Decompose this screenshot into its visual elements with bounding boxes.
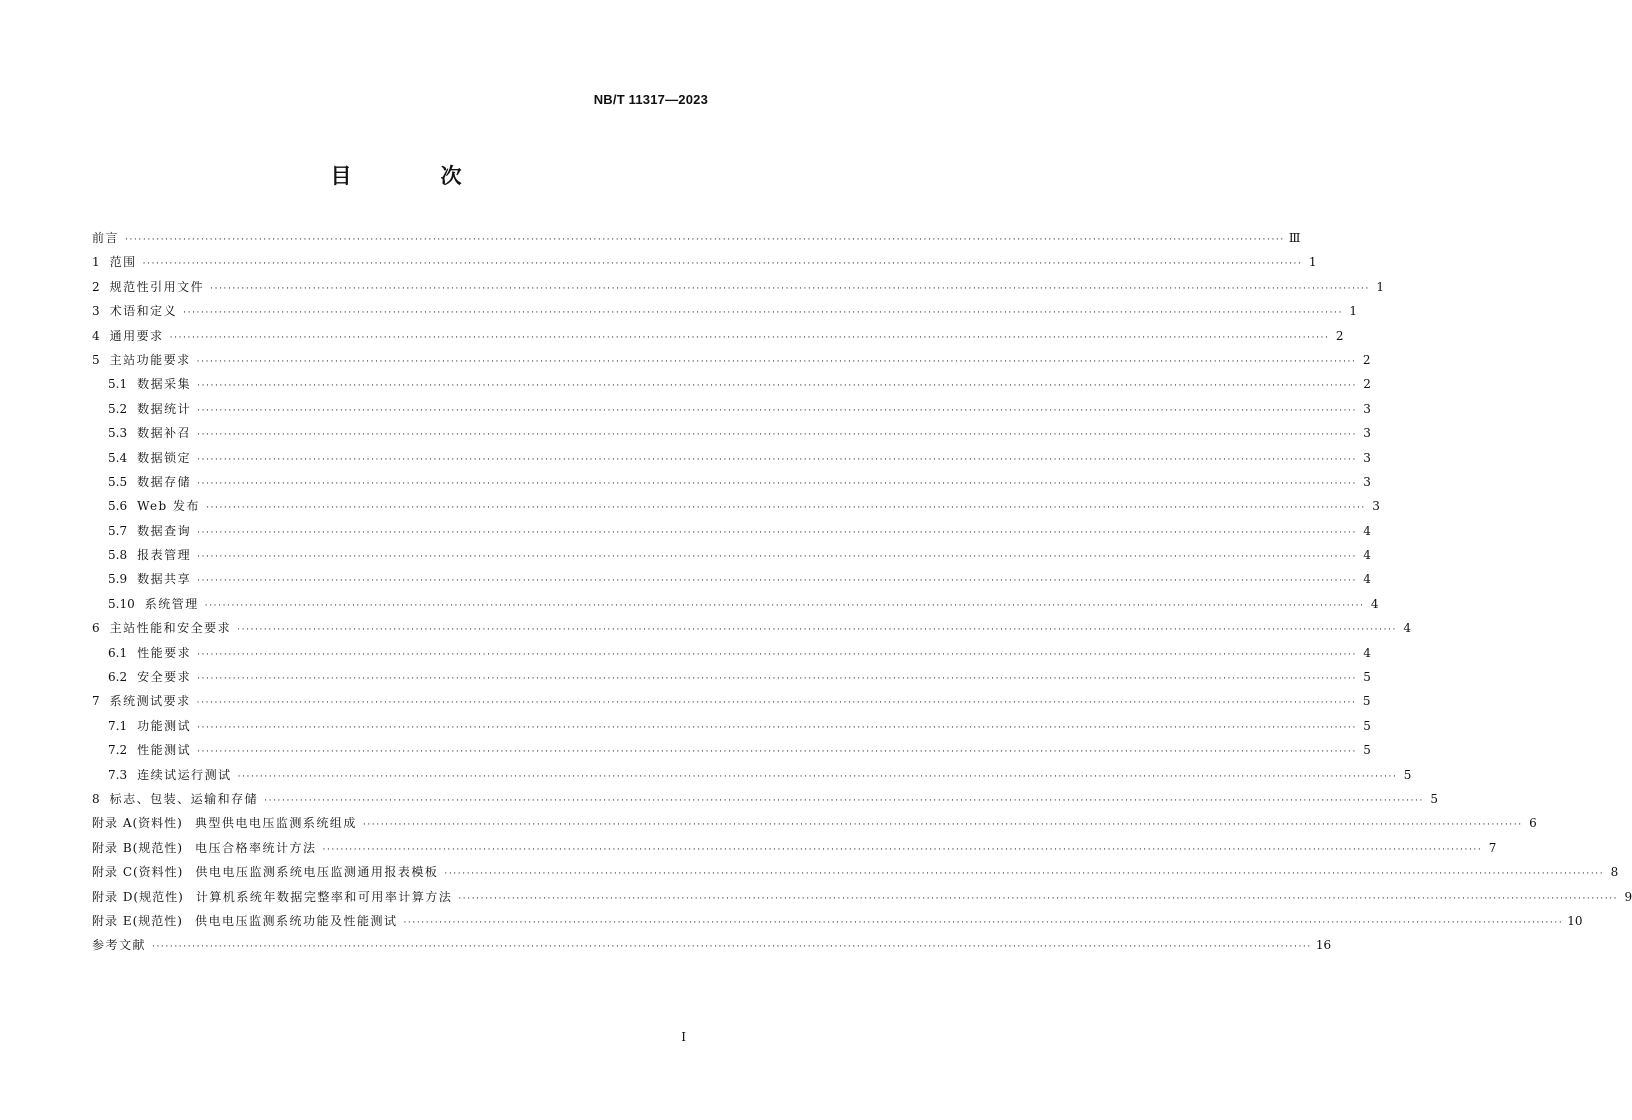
toc-entry-page: 9 <box>1624 889 1632 904</box>
toc-entry-label: 数据统计 <box>137 401 192 416</box>
toc-entry[interactable] <box>92 592 1379 616</box>
toc-entry[interactable] <box>92 909 1583 933</box>
toc-entry-label: 参考文献 <box>92 938 147 953</box>
toc-entry-page: 4 <box>1403 621 1411 636</box>
toc-leader-dots: ···································································································································································································································································· <box>197 405 1357 416</box>
toc-entry-label: 数据补召 <box>137 426 192 441</box>
toc-leader-dots: ···································································································································································································································································· <box>196 356 1357 367</box>
toc-entry-page: 5 <box>1403 767 1412 782</box>
toc-entry-page: 1 <box>1376 279 1384 294</box>
toc-entry-label: 数据锁定 <box>137 450 192 465</box>
toc-entry-subtitle: 典型供电电压监测系统组成 <box>194 816 357 831</box>
toc-leader-dots: ···································································································································································································································································· <box>196 698 1357 709</box>
toc-entry-label: 附录 B(规范性) <box>92 840 183 855</box>
toc-entry[interactable] <box>92 250 1317 274</box>
toc-entry-label: 安全要求 <box>137 670 192 685</box>
toc-entry-number: 7.1 <box>108 718 128 733</box>
toc-entry-number: 7 <box>92 694 100 709</box>
toc-entry-label: 数据共享 <box>137 572 192 587</box>
toc-entry-label: 前言 <box>92 231 120 245</box>
toc-entry[interactable] <box>92 397 1371 421</box>
toc-entry-number: 5 <box>92 352 100 367</box>
toc-leader-dots: ···································································································································································································································································· <box>204 600 1365 611</box>
toc-leader-dots: ···································································································································································································································································· <box>142 259 1303 270</box>
toc-entry-page: 16 <box>1315 938 1332 953</box>
toc-entry[interactable] <box>92 689 1371 713</box>
toc-entry-page: 1 <box>1308 255 1317 270</box>
toc-entry[interactable] <box>92 787 1438 811</box>
toc-entry-label: 附录 E(规范性) <box>92 913 183 928</box>
toc-entry-label: 性能要求 <box>137 645 192 660</box>
toc-entry-number: 7.2 <box>108 743 128 758</box>
toc-entry-page: 5 <box>1363 718 1371 733</box>
toc-entry-label: 系统测试要求 <box>109 694 191 709</box>
toc-entry-subtitle: 电压合格率统计方法 <box>195 840 317 855</box>
toc-entry-page: 3 <box>1363 426 1371 441</box>
toc-entry-subtitle: 供电电压监测系统电压监测通用报表模板 <box>195 865 439 880</box>
toc-entry-number: 2 <box>92 279 100 294</box>
page-number: I <box>681 1030 686 1044</box>
toc-entry-number: 5.3 <box>108 426 128 441</box>
toc-entry-label: 范围 <box>109 255 137 270</box>
toc-entry-page: 2 <box>1362 352 1371 367</box>
toc-entry-number: 5.5 <box>108 474 128 489</box>
toc-entry[interactable] <box>92 665 1371 689</box>
toc-entry-label: 术语和定义 <box>109 304 178 319</box>
standard-code: NB/T 11317—2023 <box>593 92 708 107</box>
toc-entry-label: 通用要求 <box>109 328 164 343</box>
toc-entry-page: 7 <box>1488 840 1497 855</box>
toc-entry[interactable] <box>92 616 1411 640</box>
toc-leader-dots: ···································································································································································································································································· <box>444 869 1605 880</box>
toc-entry-number: 1 <box>92 255 100 270</box>
page-title: 目 次 <box>330 164 496 188</box>
toc-entry-label: 连续试运行测试 <box>137 767 232 782</box>
toc-entry[interactable] <box>92 372 1371 396</box>
toc-entry-page: 3 <box>1372 499 1380 514</box>
toc-leader-dots: ···································································································································································································································································· <box>197 722 1357 733</box>
toc-entry[interactable] <box>92 494 1380 518</box>
toc-entry-page: 4 <box>1363 645 1371 660</box>
toc-entry-label: 附录 D(规范性) <box>92 889 184 904</box>
toc-leader-dots: ···································································································································································································································································· <box>197 381 1357 392</box>
toc-entry-label: 主站功能要求 <box>109 352 191 367</box>
toc-entry-label: 主站性能和安全要求 <box>109 621 232 636</box>
toc-entry-page: 4 <box>1363 548 1371 563</box>
toc-entry-label: 规范性引用文件 <box>109 279 205 294</box>
toc-entry-page: 1 <box>1349 304 1357 319</box>
toc-entry-label: 数据查询 <box>137 523 192 538</box>
toc-entry-page: 4 <box>1370 596 1379 611</box>
toc-entry-page: 3 <box>1363 401 1371 416</box>
toc-leader-dots: ···································································································································································································································································· <box>237 625 1397 636</box>
toc-leader-dots: ···································································································································································································································································· <box>237 771 1398 782</box>
toc-entry-page: 2 <box>1363 377 1371 392</box>
toc-entry-number: 5.4 <box>108 450 128 465</box>
toc-entry[interactable] <box>92 226 1301 250</box>
toc-entry[interactable] <box>92 933 1332 957</box>
toc-entry-page: 8 <box>1610 865 1619 880</box>
toc-entry-label: 数据采集 <box>137 377 192 392</box>
toc-leader-dots: ···································································································································································································································································· <box>197 747 1357 758</box>
toc-entry-label: Web 发布 <box>137 499 201 514</box>
toc-entry[interactable] <box>92 763 1412 787</box>
toc-entry[interactable] <box>92 885 1632 909</box>
toc-entry-label: 附录 A(资料性) <box>92 816 183 831</box>
toc-leader-dots: ···································································································································································································································································· <box>197 552 1357 563</box>
toc-leader-dots: ···································································································································································································································································· <box>152 942 1312 953</box>
toc-entry-number: 5.7 <box>108 523 128 538</box>
toc-entry-page: 3 <box>1363 474 1371 489</box>
toc-entry-number: 5.8 <box>108 548 128 563</box>
toc-entry[interactable] <box>92 836 1497 860</box>
toc-leader-dots: ···································································································································································································································································· <box>169 332 1330 343</box>
toc-leader-dots: ···································································································································································································································································· <box>197 478 1357 489</box>
toc-entry[interactable] <box>92 641 1371 665</box>
toc-entry[interactable] <box>92 421 1371 445</box>
toc-entry-number: 6.1 <box>108 645 128 660</box>
toc-entry-subtitle: 计算机系统年数据完整率和可用率计算方法 <box>195 889 453 904</box>
toc-leader-dots: ···································································································································································································································································· <box>197 649 1357 660</box>
toc-entry-page: 2 <box>1335 328 1344 343</box>
toc-leader-dots: ···································································································································································································································································· <box>125 235 1285 245</box>
toc-entry-number: 5.10 <box>108 596 135 611</box>
toc-leader-dots: ···································································································································································································································································· <box>197 430 1357 441</box>
toc-entry-number: 5.9 <box>108 572 128 587</box>
toc-entry-page: 5 <box>1363 743 1371 758</box>
toc-leader-dots: ···································································································································································································································································· <box>458 893 1619 904</box>
toc-entry-number: 4 <box>92 328 100 343</box>
toc-leader-dots: ···································································································································································································································································· <box>197 674 1357 685</box>
toc-entry-page: 4 <box>1363 572 1371 587</box>
toc-entry[interactable] <box>92 543 1371 567</box>
toc-entry-label: 功能测试 <box>137 718 192 733</box>
toc-entry-label: 系统管理 <box>144 596 199 611</box>
toc-entry-page: 6 <box>1529 816 1537 831</box>
toc-entry[interactable] <box>92 275 1384 299</box>
toc-entry-page: Ⅲ <box>1288 231 1301 245</box>
toc-entry-label: 数据存储 <box>137 474 192 489</box>
toc-entry-number: 5.2 <box>108 401 128 416</box>
toc-entry-page: 5 <box>1430 791 1438 806</box>
toc-entry-number: 5.1 <box>108 377 128 392</box>
toc-entry-label: 标志、包装、运输和存储 <box>109 791 259 806</box>
toc-entry[interactable] <box>92 738 1371 762</box>
toc-entry-number: 6.2 <box>108 670 128 685</box>
toc-entry[interactable] <box>92 567 1371 591</box>
toc-leader-dots: ···································································································································································································································································· <box>183 308 1343 319</box>
toc-entry[interactable] <box>92 811 1537 835</box>
toc-entry-page: 5 <box>1363 670 1371 685</box>
toc-leader-dots: ···································································································································································································································································· <box>264 795 1424 806</box>
toc-entry[interactable] <box>92 470 1371 494</box>
toc-leader-dots: ···································································································································································································································································· <box>197 527 1357 538</box>
toc-entry-page: 10 <box>1567 913 1583 928</box>
toc-entry-page: 4 <box>1363 523 1371 538</box>
toc-leader-dots: ···································································································································································································································································· <box>210 283 1370 294</box>
toc-leader-dots: ···································································································································································································································································· <box>206 503 1366 514</box>
toc-leader-dots: ···································································································································································································································································· <box>403 917 1564 928</box>
toc-entry-label: 性能测试 <box>137 743 192 758</box>
table-of-contents <box>92 226 1632 958</box>
toc-entry[interactable] <box>92 348 1371 372</box>
toc-leader-dots: ···································································································································································································································································· <box>322 844 1483 855</box>
toc-entry-label: 报表管理 <box>137 548 192 563</box>
toc-entry-number: 7.3 <box>108 767 128 782</box>
toc-entry-number: 3 <box>92 304 100 319</box>
toc-entry[interactable] <box>92 519 1371 543</box>
toc-leader-dots: ···································································································································································································································································· <box>197 576 1357 587</box>
toc-entry-number: 8 <box>92 791 100 806</box>
toc-entry-number: 6 <box>92 621 100 636</box>
toc-entry-page: 5 <box>1362 694 1371 709</box>
toc-entry-number: 5.6 <box>108 499 128 514</box>
toc-entry-label: 附录 C(资料性) <box>92 865 184 880</box>
toc-entry[interactable] <box>92 446 1371 470</box>
toc-entry[interactable] <box>92 860 1619 884</box>
toc-entry-subtitle: 供电电压监测系统功能及性能测试 <box>194 913 398 928</box>
toc-entry[interactable] <box>92 714 1371 738</box>
toc-entry[interactable] <box>92 324 1344 348</box>
toc-entry[interactable] <box>92 299 1357 323</box>
toc-entry-page: 3 <box>1363 450 1371 465</box>
toc-leader-dots: ···································································································································································································································································· <box>197 454 1357 465</box>
toc-leader-dots: ···································································································································································································································································· <box>362 820 1523 831</box>
